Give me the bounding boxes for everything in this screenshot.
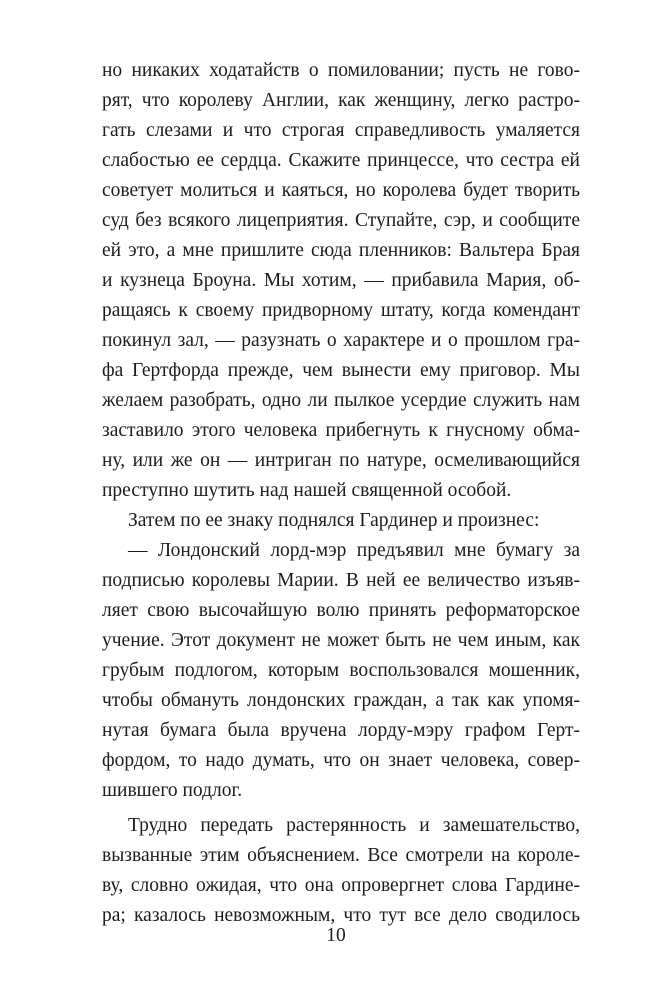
text-line: и кузнеца Броуна. Мы хотим, — прибавила Мария, об- xyxy=(102,270,580,291)
text-line: — Лондонский лорд-мэр предъявил мне бумагу за xyxy=(128,540,580,561)
text-line: покинул зал, — разузнать о характере и о прошлом гра- xyxy=(102,330,580,351)
text-line: Трудно передать растерянность и замешательство, xyxy=(128,815,580,836)
text-line: ращаясь к своему придворному штату, когда комендант xyxy=(102,300,580,321)
text-line: шившего подлог. xyxy=(102,780,243,801)
text-line: ну, или же он — интриган по натуре, осмеливающийся xyxy=(102,450,580,471)
text-line: фордом, то надо думать, что он знает человека, совер- xyxy=(102,750,580,771)
text-line: подписью королевы Марии. В ней ее величество изъяв- xyxy=(102,570,580,591)
text-line: гать слезами и что строгая справедливость умаляется xyxy=(102,120,580,141)
text-line: чтобы обмануть лондонских граждан, а так как упомя- xyxy=(102,690,580,711)
text-line: желаем разобрать, одно ли пылкое усердие служить нам xyxy=(102,390,580,411)
text-line: преступно шутить над нашей священной особой. xyxy=(102,480,512,501)
page-number: 10 xyxy=(326,925,346,946)
text-line: суд без всякого лицеприятия. Ступайте, сэр, и сообщите xyxy=(102,210,580,231)
text-line: фа Гертфорда прежде, чем вынести ему приговор. Мы xyxy=(102,360,580,381)
text-line: вызванные этим объяснением. Все смотрели на короле- xyxy=(102,845,580,866)
text-line: ей это, а мне пришлите сюда пленников: Вальтера Брая xyxy=(102,240,580,261)
text-line: советует молиться и каяться, но королева будет творить xyxy=(102,180,580,201)
text-line: слабостью ее сердца. Скажите принцессе, что сестра ей xyxy=(102,150,580,171)
text-line: Затем по ее знаку поднялся Гардинер и произнес: xyxy=(128,510,540,531)
text-line: заставило этого человека прибегнуть к гнусному обма- xyxy=(102,420,580,441)
text-line: грубым подлогом, которым воспользовался мошенник, xyxy=(102,660,580,681)
text-line: рят, что королеву Англии, как женщину, легко растро- xyxy=(102,90,580,111)
text-line: нутая бумага была вручена лорду-мэру графом Герт- xyxy=(102,720,580,741)
text-line: учение. Этот документ не может быть не чем иным, как xyxy=(102,630,580,651)
text-line: но никаких ходатайств о помиловании; пусть не гово- xyxy=(102,60,580,81)
text-line: ляет свою высочайшую волю принять реформаторское xyxy=(102,600,580,621)
text-line: ву, словно ожидая, что она опровергнет слова Гардине- xyxy=(102,875,580,896)
text-line: ра; казалось невозможным, что тут все дело сводилось xyxy=(102,905,580,926)
